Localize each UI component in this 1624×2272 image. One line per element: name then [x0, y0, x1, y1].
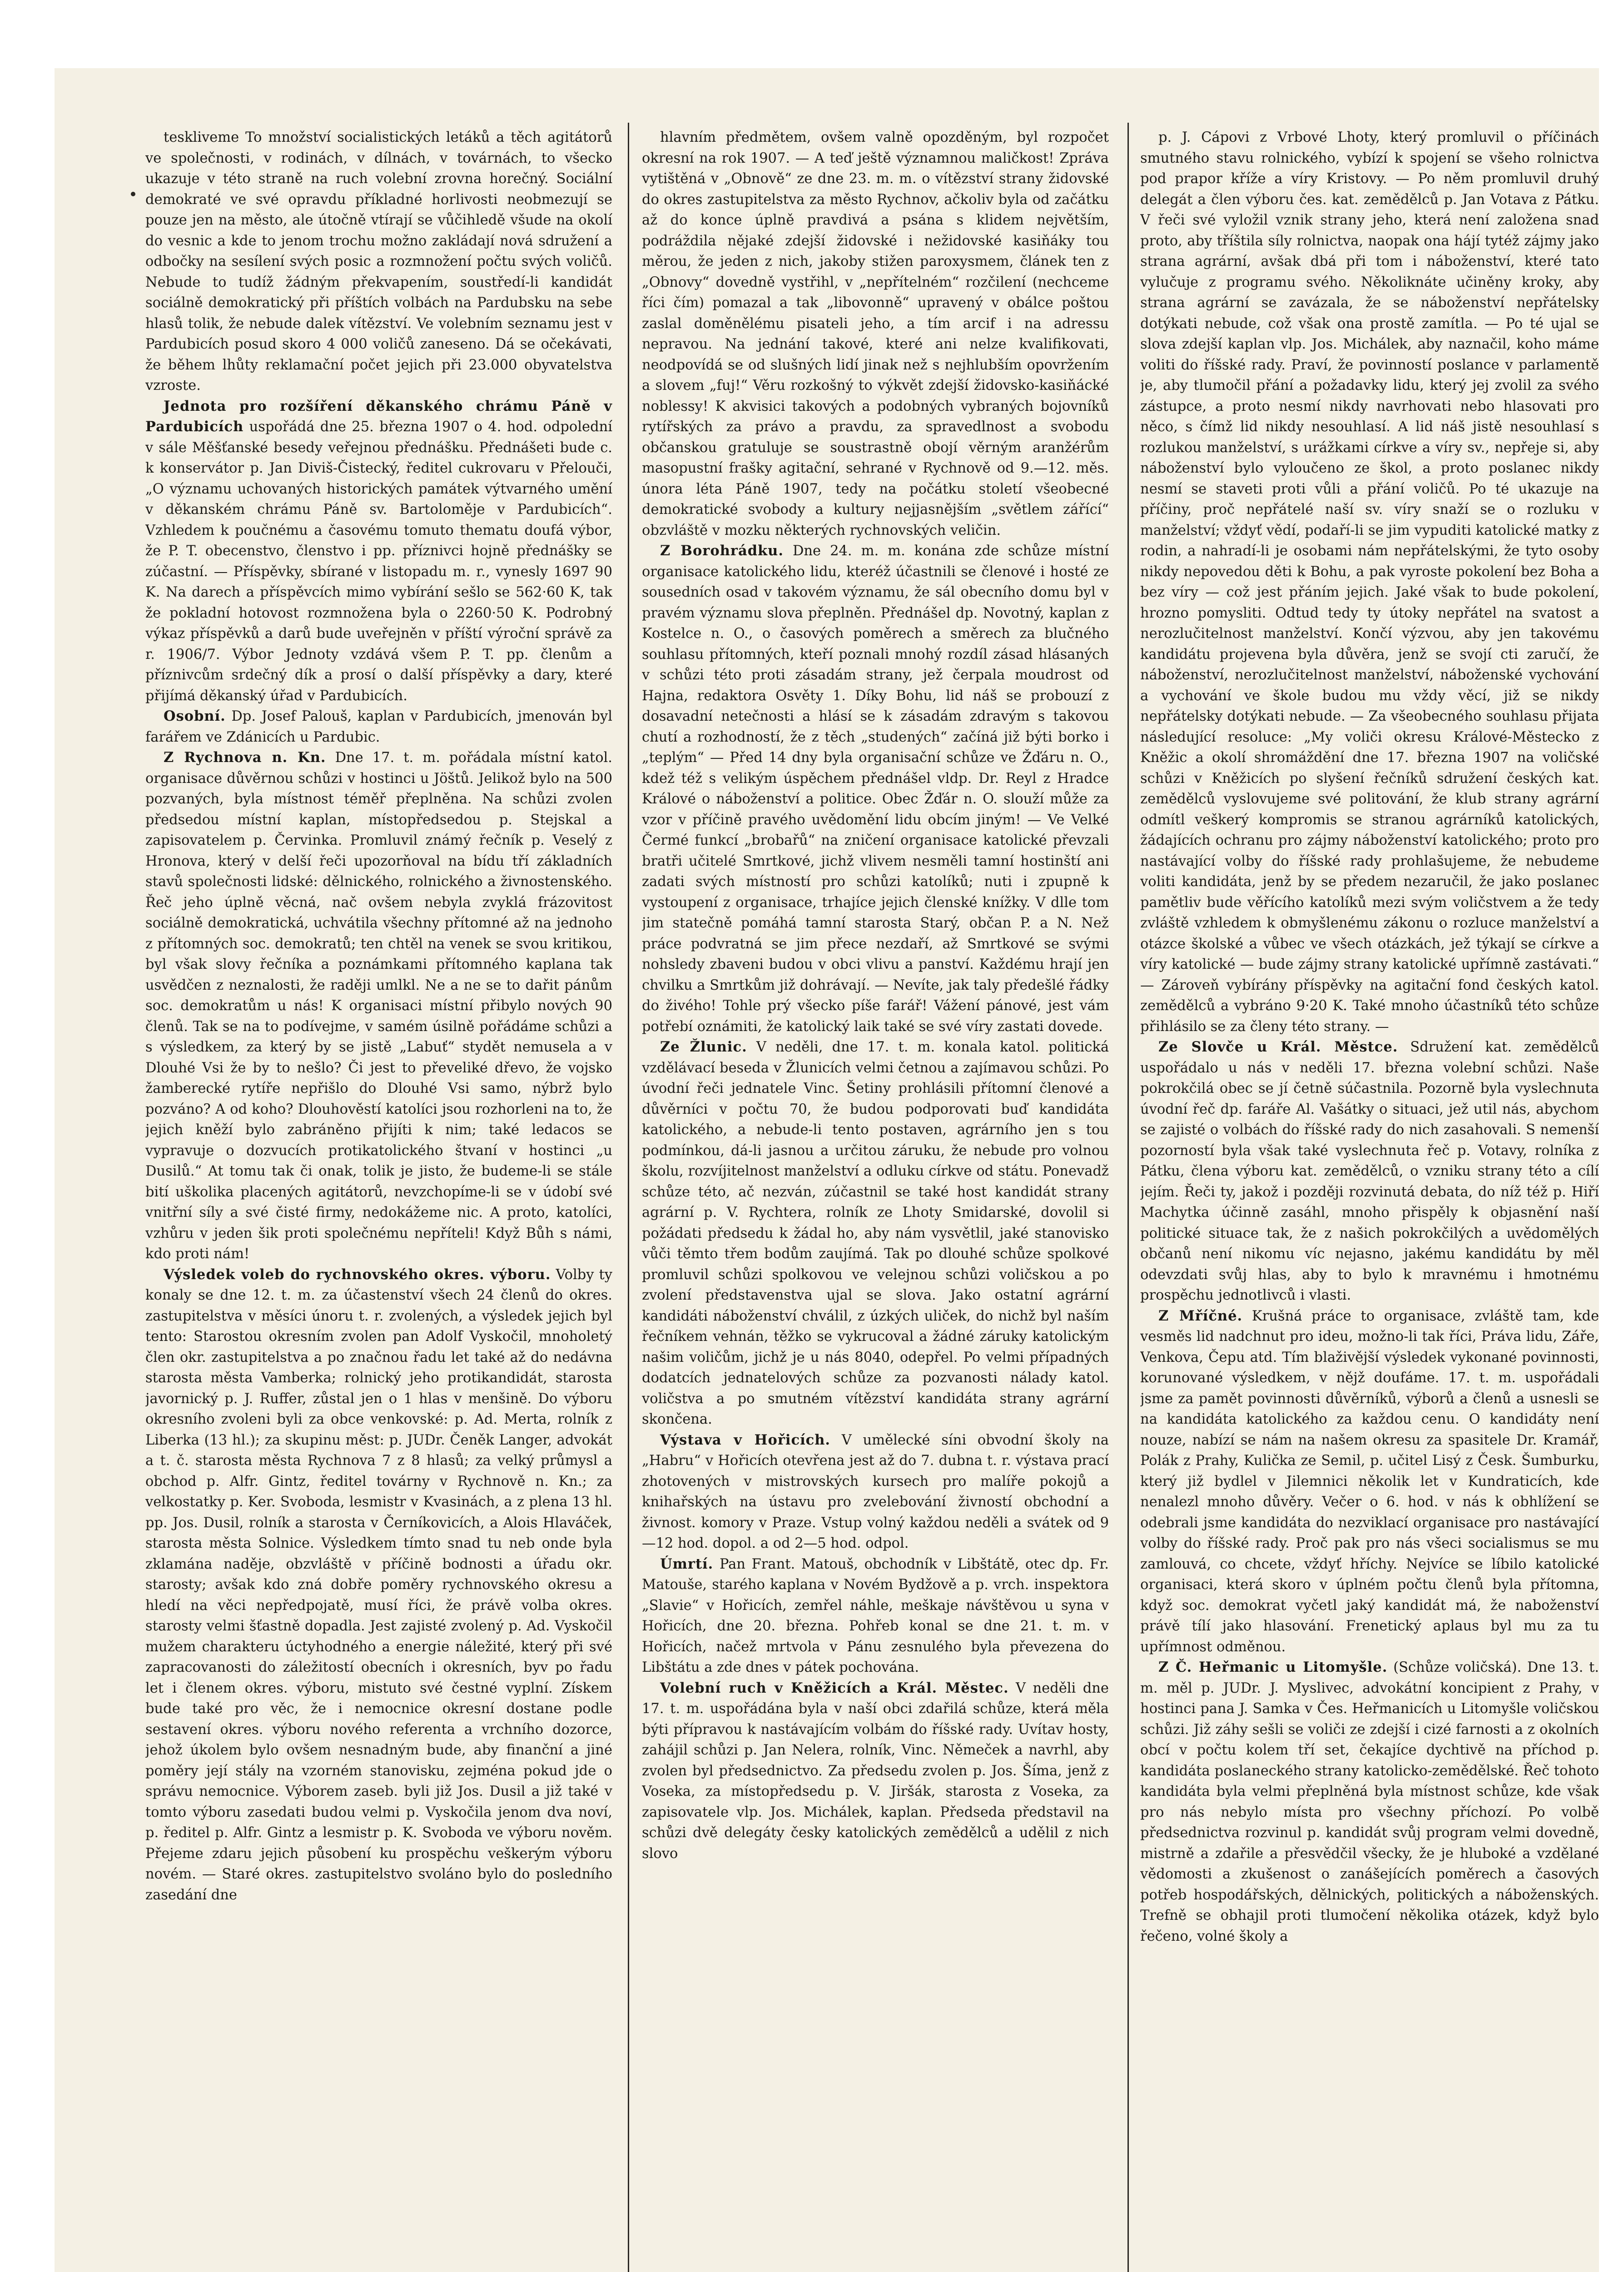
article-paragraph: [1140, 127, 1599, 1037]
article-text: Volby ty konaly se dne 12. t. m. za účastenství všech 24 členů do okres. zastupitelstva v měsíci únoru t. r. zvolených, a výsledek jejich byl tento: Starostou okresním zvolen pan Adolf Vyskočil, mnoholetý člen okr. zastupitelstva a po značnou řadu let také až do nedávna starosta města Vamberka; rolnický jeho protikandidát, starosta javornický p. J. Ruffer, zůstal jen o 1 hlas v menšině. Do výboru okresního zvoleni byli za obce venkovské: p. Ad. Merta, rolník z Liberka (13 hl.); za skupinu měst: p. JUDr. Čeněk Langer, advokát a t. č. starosta města Rychnova 7 z 8 hlasů; za velký průmysl a obchod p. Alfr. Gintz, ředitel továrny v Rychnově n. Kn.; za velkostatky p. Ker. Svoboda, lesmistr v Kvasinách, a z plena 13 hl. pp. Jos. Dusil, rolník a starosta v Černíkovicích, a Alois Hlaváček, starosta města Solnice. Výsledkem tímto snad tu neb onde byla zklamána naděje, obzvláště v příčině bodnosti a úřadu okr. starosty; avšak kdo zná dobře poměry rychnovského okresu a hledí na věci nepředpojatě, musí říci, že právě volba okres. starosty velmi šťastně dopadla. Jest zajisté zvolený p. Ad. Vyskočil mužem charakteru úctyhodného a energie náležité, který při své zapracovanosti do záležitostí obecních i okresních, byv po řadu let i členem okres. výboru, mistuto své čestné vyplní. Získem bude také pro věc, že i nemocnice okresní dostane podle sestavení okres. výboru nového referenta a vrchního dozorce, jehož úkolem bylo ovšem nesnadným bude, aby finanční a jiné poměry její stály na vzorném stanovisku, zejména pokud jde o správu nemocnice. Výborem zaseb. byli již Jos. Dusil a již také v tomto výboru zasedati budou velmi p. Vyskočila jenom dva noví, p. ředitel p. Alfr. Gintz a lesmistr p. K. Svoboda ve výboru nověm. Přejeme zdaru jejich působení ku prospěchu veškerým výboru novém. — Staré okres. zastupitelstvo svoláno bylo do posledního zasedání dne: [145, 1266, 612, 1903]
article-paragraph: [642, 541, 1109, 1037]
article-heading: Ze Slovče u Král. Městce.: [1158, 1039, 1398, 1055]
article-text: teskliveme To množství socialistických letáků a těch agitátorů ve společnosti, v rodinách, v dílnách, v továrnách, to všecko ukazuje v této straně na ruch volební zrovna horečný. Sociální demokraté ve své opravdu příkladné horlivosti neobmezují se pouze jen na město, ale útočně vtírají se vůčihledě všude na okolí do vesnic a kde to jenom trochu možno zakládají nová sdružení a odbočky na sesílení svých posic a rozmnožení počtu svých voličů. Nebude to tudíž žádným překvapením, soustředí-li kandidát sociálně demokratický při příštích volbách na Pardubsku na sebe hlasů tolik, že nebude dalek vítězství. Ve volebním seznamu jest v Pardubicích posud skoro 4 000 voličů zaneseno. Dá se očekávati, že během lhůty reklamační počet jejich při 23.000 obyvatelstva vzroste.: [145, 130, 612, 394]
article-paragraph: [1140, 1037, 1599, 1306]
article-paragraph: [145, 127, 612, 396]
article-paragraph: [642, 1554, 1109, 1678]
article-heading: Z Borohrádku.: [660, 543, 784, 559]
article-paragraph: [1140, 1306, 1599, 1658]
article-heading: Volební ruch v Kněžicích a Král. Městec.: [660, 1679, 1009, 1696]
article-text: V neděli dne 17. t. m. uspořádána byla v naší obci zdařilá schůze, která měla býti přípravou k nastávajícím volbám do říšské rady. Uvítav hosty, zahájil schůzi p. Jan Nelera, rolník, Vinc. Němeček a navrhl, aby zvolen byl předsednictvo. Za předsedu zvolen p. Jos. Šíma, jenž z Voseka, za místopředsedu p. V. Jiršák, starosta z Voseka, za zapisovatele vlp. Jos. Michálek, kaplan. Předseda představil na schůzi dvě delegáty česky katolických zemědělců a udělil z nich slovo: [642, 1680, 1109, 1862]
article-text: V umělecké síni obvodní školy na „Habru“ v Hořicích otevřena jest až do 7. dubna t. r. výstava prací zhotovených v mistrovských kursech pro malíře pokojů a knihařských na ústavu pro zvelebování živností obchodní a živnost. komory v Praze. Vstup volný každou neděli a svátek od 9—12 hod. dopol. a od 2—5 hod. odpol.: [642, 1432, 1109, 1551]
article-heading: Výstava v Hořicích.: [660, 1431, 831, 1448]
article-text: Dp. Josef Palouš, kaplan v Pardubicích, jmenován byl farářem ve Zdánicích u Pardubic.: [145, 708, 612, 745]
article-text: p. J. Cápovi z Vrbové Lhoty, který promluvil o příčinách smutného stavu rolnického, vybízí k spojení se všeho rolnictva pod prapor kříže a víry Kristovy. — Po něm promluvil druhý delegát a člen výboru čes. kat. zemědělců p. Jan Votava z Pátku. V řeči své vyložil vznik strany jeho, která není založena snad proto, aby tříštila síly rolnictva, naopak ona hájí tytéž zájmy jako strana agrární, avšak dbá při tom i náboženství, které tato vylučuje z programu svého. Několiknáte učiněny kroky, aby strana agrární se zavázala, že se náboženství nepřátelsky dotýkati nebude, což však ona prostě zamítla. — Po té ujal se slova zdejší kaplan vlp. Jos. Michálek, aby naznačil, koho máme voliti do říšské rady. Praví, že povinností poslance v parlamentě je, aby tlumočil přání a požadavky lidu, který jej zvolil za svého zástupce, a proto nesmí nikdy navrhovati nebo hlasovati pro něco, s čímž lid nikdy nesouhlasí. A lid náš jistě nesouhlasí s rozlukou manželství, s urážkami církve a víry sv., nepřeje si, aby náboženství bylo vyloučeno ze škol, a proto poslanec nikdy nesmí se staveti proti vůli a přání voličů. Po té ukazuje na příčiny, proč nepřátelé naší sv. víry snaží se o rozluku v manželství; vždyť vědí, podaří-li se jim vypuditi katolické matky z rodin, a nahradí-li je osobami nám nepřátelskými, že tyto osoby nikdy nepovedou děti k Bohu, a pak vyroste pokolení bez Boha a bez víry — což jest přáním jejich. Jaké však to bude pokolení, hrozno pomysliti. Odtud tedy ty útoky nepřátel na svatost a nerozlučitelnost manželství. Končí výzvou, aby jen takovému kandidátu projevena byla důvěra, jenž se svojí cti zaručí, že náboženství, nerozlučitelnost manželství, náboženské vychování a vychování ve škole budou mu vždy věcí, již se nikdy nepřátelsky dotýkati nebude. — Za všeobecného souhlasu přijata následující resoluce: „My voliči okresu Králové-Městecko z Kněžic a okolí shromáždění dne 17. března 1907 na voličské schůzi v Kněžicích po slyšení řečníků sdružení českých kat. zemědělců vyslovujeme své politování, že klub strany agrární odmítl veškerý kompromis se stranou agrárníků katolických, žádajících ochranu pro zájmy náboženství katolického; proto pro nastávající volby do říšské rady prohlašujeme, že nebudeme voliti kandidáta, jenž by se předem nezaručil, že jako poslanec pamětliv bude věřícího katolíků mezi svým voličstvem a že tedy zvláště vzhledem k obmyšlenému zákonu o rozluce manželství a otázce školské a vůbec ve všech otázkách, jež týkají se církve a víry katolické — bude zájmy strany katolické upřímně zastávati.“ — Zároveň vybírány příspěvky na agitační fond českých katol. zemědělců a vybráno 9·20 K. Také mnoho účastníků této schůze přihlásilo se za členy této strany. —: [1140, 130, 1599, 1035]
article-heading: Osobní.: [164, 708, 226, 724]
article-heading: Ze Žlunic.: [660, 1039, 747, 1055]
article-paragraph: [642, 127, 1109, 541]
article-heading: Úmrtí.: [660, 1555, 714, 1572]
article-paragraph: [145, 396, 612, 707]
article-heading: Z Rychnova n. Kn.: [164, 749, 326, 766]
article-paragraph: [642, 1678, 1109, 1864]
article-heading: Jednota pro rozšíření děkanského chrámu Páně v Pardubicích: [145, 398, 612, 435]
article-text: Krušná práce to organisace, zvláště tam, kde vesměs lid nadchnut pro ideu, možno-li tak říci, Práva lidu, Záře, Venkova, Čepu atd. Tím blaživější výsledek vykonané povinnosti, korunované výsledkem, v nějž doufáme. 17. t. m. uspořádali jsme za pamět povinnosti důvěrníků, výborů a členů a usnesli se na kandidáta katolického za každou cenu. O kandidáty není nouze, nabízí se nám na našem okresu za spasitele Dr. Kramář, Polák z Prahy, Kulička ze Semil, p. učitel Lisý z Česk. Šumburku, který již bydlel v Jilemnici několik let v Kundraticích, kde nenalezl mnoho důvěry. Večer o 6. hod. v nás k obhlížení se odebrali jsme kandidáta do nezviklací organisace pro nastávající volby do říšské rady. Proč pak pro nás všeci socialismus se mu zamlouvá, co chcete, vždyť hříchy. Nejvíce se líbilo katolické organisaci, která skoro v úplném počtu členů byla přítomna, když soc. demokrat vyčetl jaký kandidát má, že naboženství právě tílí jako hlasování. Frenetický aplaus byl mu za tu upřímnost odměnou.: [1140, 1308, 1599, 1655]
text-column-2: [642, 127, 1109, 2272]
article-text: V neděli, dne 17. t. m. konala katol. politická vzdělávací beseda v Žlunicích velmi četnou a zajímavou schůzi. Po úvodní řeči jednatele Vinc. Šetiny prohlásili přítomní členové a důvěrníci v počtu 70, že budou podporovati buď kandidáta katolického, a nebude-li tento postaven, agrárního jen s tou podmínkou, dá-li jasnou a určitou záruku, že nebude pro volnou školu, rozvíjitelnost manželství a odluku církve od státu. Ponevadž schůze této, ač nezván, zúčastnil se také host kandidát strany agrární p. V. Rychtera, rolník ze Lhoty Smidarské, dovolil si požádati předsedu k žádal ho, aby nám vysvětlil, jaké stanovisko vůči těmto třem bodům zaujímá. Tak po dlouhé schůze spolkové promluvil schůzi spolkovou ve velejnou schůzi voličskou a po zvolení představenstva ujal se slova. Jako ostatní agrární kandidáti náboženství chválil, z úzkých uliček, do nichž byl naším řečníkem vehnán, těžko se vykrucoval a žádné záruky katolickým našim voličům, jichž je u nás 8040, odepřel. Po velmi případných dodatcích jednatelových schůze za pozvanosti nálady katol. voličstva a po smutném vítězství kandidáta strany agrární skončena.: [642, 1039, 1109, 1427]
scan-speck: [131, 192, 135, 196]
column-divider: [1127, 123, 1129, 2272]
article-heading: Z Č. Heřmanic u Litomyšle.: [1158, 1659, 1388, 1675]
article-paragraph: [145, 747, 612, 1265]
article-heading: Z Mříčné.: [1158, 1307, 1243, 1324]
article-paragraph: [642, 1430, 1109, 1554]
article-text: Dne 24. m. m. konána zde schůze místní organisace katolického lidu, kteréž účastnili se členové i hosté ze sousedních osad v takovém významu, že sál obecního domu byl v pravém významu slova přeplněn. Přednášel dp. Novotný, kaplan z Kostelce n. O., o časových poměrech a směrech za blučného souhlasu přítomných, kteří poznali mnohý rozdíl zásad hlásaných v schůzi této proti zásadám strany, jež čerpala moudrost od Hajna, redaktora Osvěty 1. Díky Bohu, lid náš se probouzí z dosavadní netečnosti a hlásí se k zásadám zdravým s takovou chutí a rozhodností, že z těch „studených“ začíná již býti borko i „teplým“ — Před 14 dny byla organisační schůze ve Žďáru n. O., kdež též s velikým úspěchem přednášel vldp. Dr. Reyl z Hradce Králové o náboženství a politice. Obec Žďár n. O. slouží může za vzor v příčině pravého uvědomění lidu obcím jiným! — Ve Velké Čermé funkcí „brobařů“ na zničení organisace katolické převzali bratři učitelé Smrtkové, jichž vlivem nesměli tamní hostinští ani zadati svých místností pro schůzi katolíků; nuti i zpupně k vystoupení z organisace, trhajíce jejich členské knížky. V dlle tom jim statečně pomáhá tamní starosta Starý, občan P. a N. Než práce podvratná se jim přece nezdaří, až Smrtkové se svými nohsledy zbaveni budou v obci vlivu a panství. Každému hrají jen chvilku a Smrtkům již dohrávají. — Nevíte, jak taly předešlé řádky do živého! Tohle prý všecko píše farář! Vážení pánové, jest vám potřebí oznámiti, že katolický laik také se své víry zastati dovede.: [642, 543, 1109, 1035]
article-text: Sdružení kat. zemědělců uspořádalo u nás v neděli 17. března volební schůzi. Naše pokrokčilá obec se jí četně súčastnila. Pozorně byla vyslechnuta úvodní řeč dp. faráře Al. Vašátky o situaci, jež util nás, abychom se zajisté o volbách do říšské rady do nich zasahovali. S nemenší pozorností byla však také vyslechnuta řeč p. Votavy, rolníka z Pátku, člena výboru kat. zemědělců, o vzniku strany této a cílí jejím. Řeči ty, jakož i později rozvinutá debata, do níž též p. Hiří Machytka účinně zasáhl, mnoho přispěly k objasnění naší politické situace tak, že z našich pokrokčilých a uvědomělých občanů není nikomu víc nejasno, jakému kandidátu by měl odevzdati svůj hlas, aby to bylo k mravnému i hmotnému prospěchu jednotlivců i vlasti.: [1140, 1039, 1599, 1303]
article-heading: Výsledek voleb do rychnovského okres. výboru.: [164, 1266, 551, 1283]
article-paragraph: [642, 1037, 1109, 1430]
text-column-1: [145, 127, 612, 2272]
text-column-3: [1140, 127, 1599, 2272]
article-text: uspořádá dne 25. března 1907 o 4. hod. odpolední v sále Měšťanské besedy veřejnou přednášku. Přednášeti bude c. k konservátor p. Jan Diviš-Čistecký, ředitel cukrovaru v Přelouči, „O významu uchovaných historických památek výtvarného umění v děkanském chrámu Páně sv. Bartoloměje v Pardubicích“. Vzhledem k poučnému a časovému tomuto thematu doufá výbor, že P. T. obecenstvo, členstvo i pp. příznivci hojně přednášky se zúčastní. — Příspěvky, sbírané v listopadu m. r., vynesly 1697 90 K. Na darech a příspěvcích mimo vybírání sešlo se 562·60 K, tak že pokladní hotovost rozmnožena byla o 2260·50 K. Podrobný výkaz příspěvků a darů bude uveřejněn v příští výroční správě za r. 1906/7. Výbor Jednoty vzdává všem P. T. pp. členům a příznivcům srdečný dík a prosí o další příspěvky a dary, které přijímá děkanský úřad v Pardubicích.: [145, 419, 612, 704]
article-paragraph: [145, 706, 612, 747]
article-text: Dne 17. t. m. pořádala místní katol. organisace důvěrnou schůzi v hostinci u Jöštů. Jelikož bylo na 500 pozvaných, byla místnost téměř přeplněna. Na schůzi zvolen předsedou místní kaplan, místopředsedou p. Stejskal a zapisovatelem p. Červinka. Promluvil známý řečník p. Veselý z Hronova, který v delší řeči upozorňoval na bídu tří základních stavů společnosti lidské: dělnického, rolnického a živnostenského. Řeč jeho úplně věcná, nač ovšem nebyla zvyklá frázovitost sociálně demokratická, uchvátila všechny přítomné až na jednoho z přítomných soc. demokratů; ten chtěl na venek se svou kritikou, byl však slovy řečníka a poznámkami přítomného kaplana tak usvědčen z neznalosti, že raději umlkl. Ne a ne se to dařit pánům soc. demokratům u nás! K organisaci místní přibylo nových 90 členů. Tak se na to podívejme, v samém úsilně pořádáme schůzi a s výsledkem, za který by se jistě „Labuť“ stydět nemusela a v Dlouhé Vsi že by to nešlo? Či jest to převeliké dřevo, že vojsko žamberecké rytíře nepřišlo do Dlouhé Vsi samo, nýbrž bylo pozváno? A od koho? Dlouhověstí katolíci jsou rozhorleni na to, že jejich kněží bylo zabráněno přijíti k nim; také ledacos se vypravuje o dozvucích protikatolického štvaní v hostinci „u Dusilů.“ At tomu tak či onak, tolik je jisto, že budeme-li se stále bití uškolika placených agitátorů, nevzchopíme-li se v údobí své vnitřní síly a své čisté firmy, nedokážeme nic. A proto, katolíci, vzhůru v jeden šik proti společnému nepříteli! Když Bůh s námi, kdo proti nám!: [145, 750, 612, 1262]
article-text: (Schůze voličská). Dne 13. t. m. měl p. JUDr. J. Myslivec, advokátní koncipient z Prahy, v hostinci pana J. Samka v Čes. Heřmanicích u Litomyšle voličskou schůzi. Již záhy sešli se voliči ze zdejší i cizé farnosti a z okolních obcí v počtu kolem tří set, čekajíce dychtivě na příchod p. kandidáta poslaneckého strany katolicko-zemědělské. Řeč tohoto kandidáta byla velmi přeplněná byla místnost schůze, kde však pro nás nebylo místa pro všechny příchozí. Po volbě předsednictva rozvinul p. kandidát svůj program velmi dovedně, mistrně a zdařile a přesvědčil všecky, že je hluboké a vzdělané vědomosti a zkušenost o zanášejících poměrech a časových potřeb hospodářských, dělnických, politických a náboženských. Trefně se obhajil proti tlumočení několika otázek, když bylo řečeno, volné školy a: [1140, 1659, 1599, 1944]
newspaper-page: [55, 68, 1599, 2272]
article-paragraph: [1140, 1657, 1599, 1947]
article-text: hlavním předmětem, ovšem valně opozděným, byl rozpočet okresní na rok 1907. — A teď ještě významnou maličkost! Zpráva vytištěná v „Obnově“ ze dne 23. m. m. o vítězství strany židovské do okres zastupitelstva za město Rychnov, ačkoliv byla od začátku až do konce úplně pravdivá a psána s klidem největším, podráždila nějaké zdejší židovské i nežidovské kasiňáky tou měrou, že jeden z nich, jakoby stižen paroxysmem, článek ten z „Obnovy“ dovedně vystřihl, v „nepřítelném“ rozčilení (nechceme říci čím) pomazal a tak „libovonně“ upravený v obálce poštou zaslal doměnělému pisateli jeho, a tím arcif i na adressu nepravou. Na jednání takové, které ani nelze kvalifikovati, neodpovídá se od slušných lidí jinak než s nejhlubším opovržením a slovem „fuj!“ Věru rozkošný to výkvět zdejší židovsko-kasiňácké noblessy! K akvisici takových a podobných vybraných bojovníků rytířských za právo a pravdu, za spravedlnost a svobodu občanskou gratuluje se soustrastně obojí věrným aranžérům masopustní frašky agitační, sehrané v Rychnově od 9.—12. měs. února léta Páně 1907, tedy na počátku století všeobecné demokratické svobody a kultury nejjasnějším „světlem zářící“ obzvláště v mozku některých rychnovských veličin.: [642, 130, 1109, 538]
column-divider: [628, 123, 629, 2272]
article-text: Pan Frant. Matouš, obchodník v Libštátě, otec dp. Fr. Matouše, starého kaplana v Novém Bydžově a p. vrch. inspektora „Slavie“ v Hořicích, zemřel náhle, meškaje návštěvou u syna v Hořicích, dne 20. března. Pohřeb konal se dne 21. t. m. v Hořicích, načež mrtvola v Pánu zesnulého byla převezena do Libštátu a zde dnes v pátek pochována.: [642, 1556, 1109, 1675]
article-paragraph: [145, 1265, 612, 1906]
